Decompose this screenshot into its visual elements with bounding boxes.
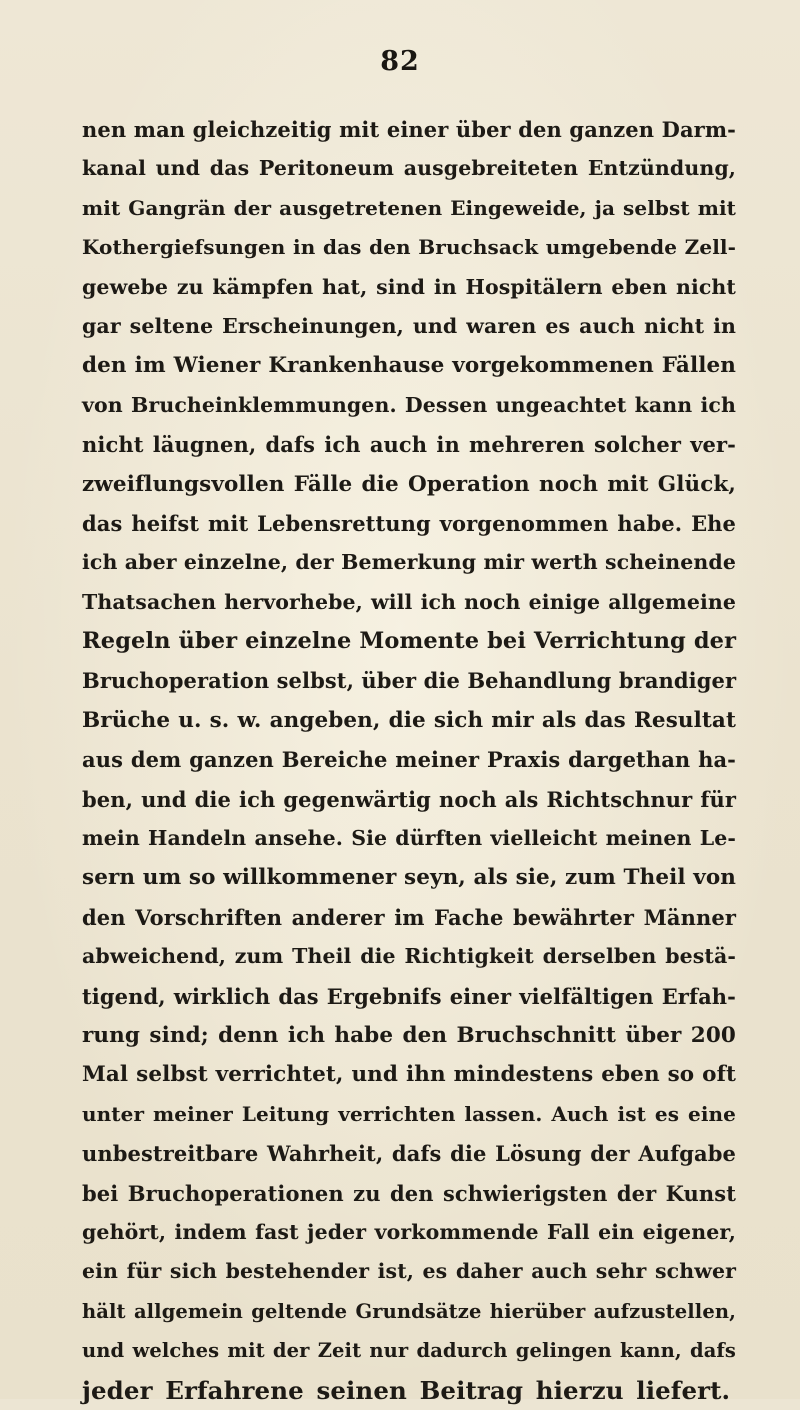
text-line: Kothergiefsungen in das den Bruchsack umgebende Zell- — [82, 235, 736, 260]
text-line: bei Bruchoperationen zu den schwierigsten der Kunst — [82, 1180, 736, 1206]
text-line: unbestreitbare Wahrheit, dafs die Lösung der Aufgabe — [82, 1141, 736, 1167]
text-line: mein Handeln ansehe. Sie dürften vielleicht meinen Le- — [82, 826, 736, 851]
page-number: 82 — [380, 46, 420, 77]
text-line: nicht läugnen, dafs ich auch in mehreren solcher ver- — [82, 432, 736, 458]
text-line: den Vorschriften anderer im Fache bewährter Männer — [82, 904, 736, 930]
text-line: von Brucheinklemmungen. Dessen ungeachtet kann ich — [82, 392, 736, 417]
text-line: sern um so willkommener seyn, als sie, zum Theil von — [82, 865, 736, 891]
text-line: aus dem ganzen Bereiche meiner Praxis dargethan ha- — [82, 747, 736, 773]
text-line: tigend, wirklich das Ergebnifs einer vielfältigen Erfah- — [82, 983, 736, 1009]
text-line-last: jeder Erfahrene seinen Beitrag hierzu liefert. — [82, 1375, 731, 1405]
text-line: ben, und die ich gegenwärtig noch als Richtschnur für — [82, 786, 736, 812]
text-line: den im Wiener Krankenhause vorgekommenen Fällen — [82, 353, 736, 379]
text-line: nen man gleichzeitig mit einer über den ganzen Darm- — [82, 117, 736, 142]
text-line: unter meiner Leitung verrichten lassen. Auch ist es eine — [82, 1101, 736, 1126]
text-line: mit Gangrän der ausgetretenen Eingeweide, ja selbst mit — [82, 195, 736, 220]
text-line: hält allgemein geltende Grundsätze hierüber aufzustellen, — [82, 1299, 736, 1323]
text-line: Regeln über einzelne Momente bei Verrichtung der — [82, 628, 737, 655]
text-line: Brüche u. s. w. angeben, die sich mir als das Resultat — [82, 707, 736, 733]
text-line: gehört, indem fast jeder vorkommende Fall ein eigener, — [82, 1219, 736, 1244]
text-line: und welches mit der Zeit nur dadurch gelingen kann, dafs — [82, 1339, 736, 1363]
body-text — [82, 110, 736, 1410]
text-line: gar seltene Erscheinungen, und waren es auch nicht in — [82, 313, 736, 338]
text-line: zweiflungsvollen Fälle die Operation noch mit Glück, — [82, 471, 736, 497]
text-line: abweichend, zum Theil die Richtigkeit derselben bestä- — [82, 944, 736, 969]
text-line: Thatsachen hervorhebe, will ich noch einige allgemeine — [82, 589, 736, 614]
text-line: rung sind; denn ich habe den Bruchschnitt über 200 — [82, 1022, 736, 1048]
text-line: ein für sich bestehender ist, es daher auch sehr schwer — [82, 1259, 736, 1284]
text-line: Mal selbst verrichtet, und ihn mindestens eben so oft — [82, 1062, 736, 1088]
text-line: gewebe zu kämpfen hat, sind in Hospitälern eben nicht — [82, 274, 736, 299]
text-line: Bruchoperation selbst, über die Behandlung brandiger — [82, 668, 737, 694]
text-line: das heifst mit Lebensrettung vorgenommen habe. Ehe — [82, 510, 736, 536]
text-line: ich aber einzelne, der Bemerkung mir werth scheinende — [82, 550, 736, 575]
text-line: kanal und das Peritoneum ausgebreiteten Entzündung, — [82, 156, 736, 181]
